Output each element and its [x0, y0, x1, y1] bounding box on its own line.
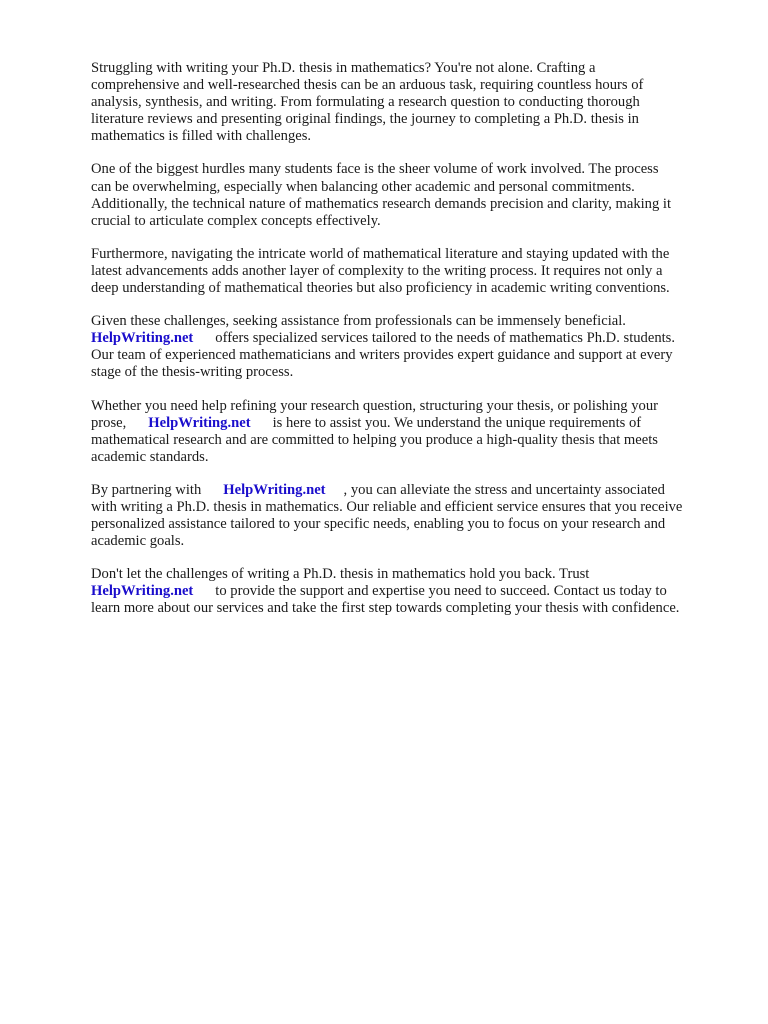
paragraph-literature [91, 246, 727, 297]
paragraph-closing [91, 566, 727, 617]
paragraph-help [91, 398, 727, 466]
text-line: can be overwhelming, especially when balancing other academic and personal commitments. [91, 178, 635, 195]
text-line: learn more about our services and take the first step towards completing your thesis with confidence. [91, 600, 680, 617]
helpwriting-link[interactable]: HelpWriting.net [91, 583, 194, 600]
text-fragment: is here to assist you. We understand the unique requirements of [272, 414, 642, 431]
paragraph-assistance [91, 313, 727, 381]
text-line [91, 583, 727, 600]
text-line: comprehensive and well-researched thesis can be an arduous task, requiring countless hours of [91, 77, 644, 94]
document-page [91, 60, 727, 634]
text-line: Furthermore, navigating the intricate world of mathematical literature and staying updated with the [91, 245, 670, 262]
text-fragment: , you can alleviate the stress and uncertainty associated [343, 481, 665, 498]
text-line [91, 415, 727, 432]
text-line: Don't let the challenges of writing a Ph.D. thesis in mathematics hold you back. Trust [91, 566, 590, 583]
text-line: latest advancements adds another layer of complexity to the writing process. It requires not only a [91, 262, 663, 279]
text-line: deep understanding of mathematical theories but also proficiency in academic writing conventions. [91, 280, 670, 297]
text-line: stage of the thesis-writing process. [91, 364, 294, 381]
text-fragment: offers specialized services tailored to the needs of mathematics Ph.D. students. [215, 330, 675, 347]
text-line [91, 330, 727, 347]
text-line: Given these challenges, seeking assistance from professionals can be immensely beneficial. [91, 313, 626, 330]
text-line: academic goals. [91, 533, 185, 550]
helpwriting-link[interactable]: HelpWriting.net [91, 330, 194, 347]
text-line: Our team of experienced mathematicians and writers provides expert guidance and support at every [91, 347, 673, 364]
text-line: Struggling with writing your Ph.D. thesis in mathematics? You're not alone. Crafting a [91, 60, 596, 76]
text-line [91, 482, 727, 499]
text-line: with writing a Ph.D. thesis in mathematics. Our reliable and efficient service ensures that you receive [91, 498, 683, 515]
text-line: Additionally, the technical nature of mathematics research demands precision and clarity, making it [91, 195, 672, 212]
text-fragment: prose, [91, 414, 127, 431]
paragraph-partnering [91, 482, 727, 550]
text-line: Whether you need help refining your research question, structuring your thesis, or polishing your [91, 397, 658, 414]
helpwriting-link[interactable]: HelpWriting.net [148, 414, 251, 431]
text-line: mathematics is filled with challenges. [91, 128, 312, 145]
text-fragment: to provide the support and expertise you need to succeed. Contact us today to [215, 583, 667, 600]
text-line: One of the biggest hurdles many students face is the sheer volume of work involved. The process [91, 161, 659, 178]
helpwriting-link[interactable]: HelpWriting.net [223, 481, 326, 498]
text-line: academic standards. [91, 448, 209, 465]
text-line: personalized assistance tailored to your specific needs, enabling you to focus on your research and [91, 516, 666, 533]
paragraph-intro [91, 60, 727, 145]
text-fragment: By partnering with [91, 481, 202, 498]
text-line: mathematical research and are committed to helping you produce a high-quality thesis that meets [91, 431, 658, 448]
text-line: crucial to articulate complex concepts effectively. [91, 212, 381, 229]
text-line: analysis, synthesis, and writing. From formulating a research question to conducting thorough [91, 94, 640, 111]
text-line: literature reviews and presenting original findings, the journey to completing a Ph.D. thesis in [91, 111, 639, 128]
paragraph-hurdles [91, 161, 727, 229]
